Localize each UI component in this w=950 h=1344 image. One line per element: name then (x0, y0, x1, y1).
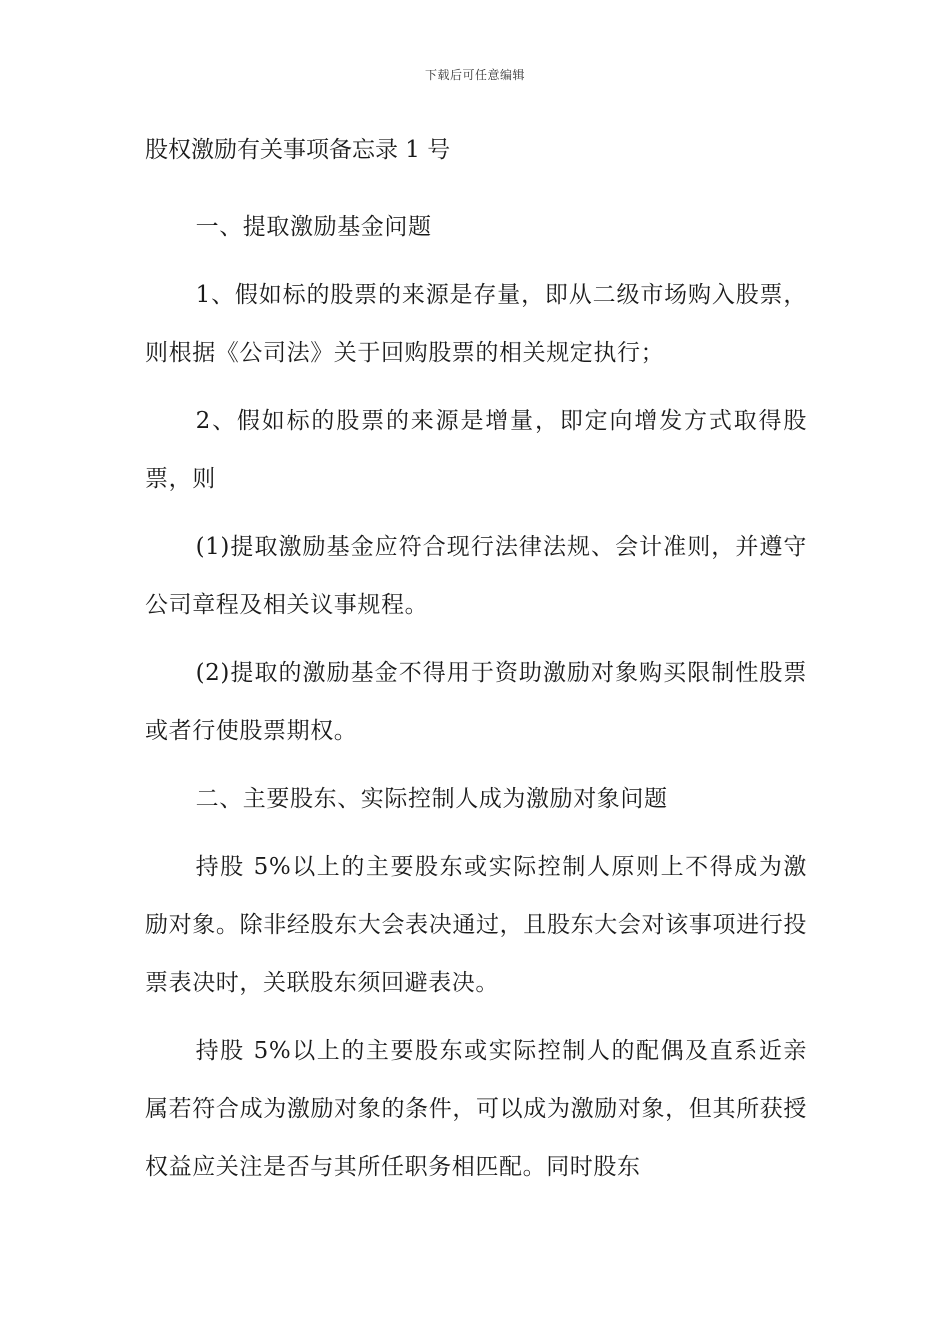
paragraph-6: 持股 5%以上的主要股东或实际控制人的配偶及直系近亲属若符合成为激励对象的条件，可以成为激励对象，但其所获授权益应关注是否与其所任职务相匹配。同时股东 (145, 1038, 807, 1180)
document-title: 股权激励有关事项备忘录 1 号 (145, 137, 451, 163)
paragraph-1: 1、假如标的股票的来源是存量，即从二级市场购入股票，则根据《公司法》关于回购股票的相关规定执行； (145, 282, 807, 366)
paragraph-4: (2)提取的激励基金不得用于资助激励对象购买限制性股票或者行使股票期权。 (145, 660, 807, 744)
section-heading-1: 一、提取激励基金问题 (195, 214, 432, 240)
section-heading-2: 二、主要股东、实际控制人成为激励对象问题 (195, 786, 668, 812)
document-body (145, 128, 807, 1206)
paragraph-2: 2、假如标的股票的来源是增量，即定向增发方式取得股票，则 (145, 408, 807, 492)
page-header-note: 下载后可任意编辑 (424, 68, 525, 82)
paragraph-5: 持股 5%以上的主要股东或实际控制人原则上不得成为激励对象。除非经股东大会表决通过，且股东大会对该事项进行投票表决时，关联股东须回避表决。 (145, 854, 807, 996)
paragraph-3: (1)提取激励基金应符合现行法律法规、会计准则，并遵守公司章程及相关议事规程。 (145, 534, 807, 618)
